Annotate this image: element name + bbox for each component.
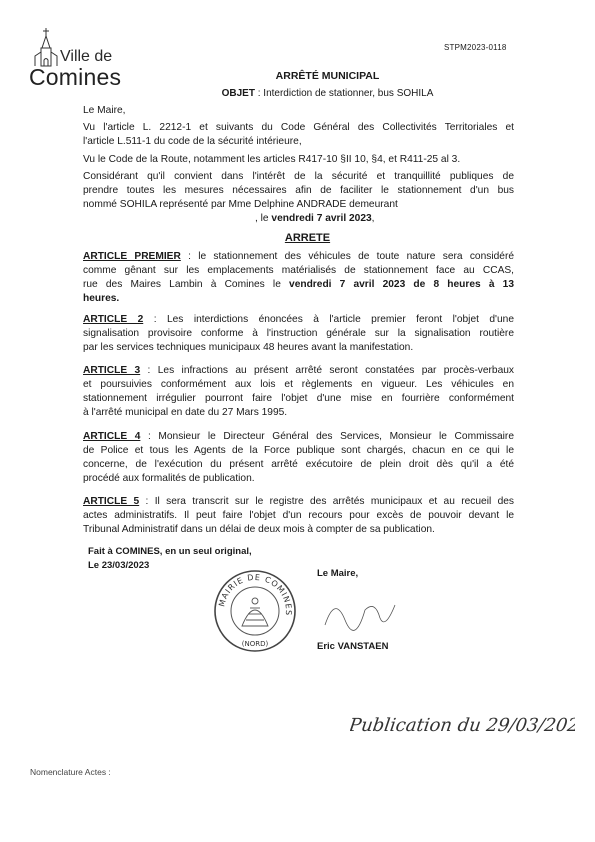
publication-note-text: Publication du 29/03/2023 (350, 715, 575, 736)
article-2-text: : Les interdictions énoncées à l'article premier feront l'objet d'une (143, 314, 514, 325)
signatory-name: Eric VANSTAEN (317, 641, 389, 652)
footer-nomenclature: Nomenclature Actes : (30, 767, 111, 777)
article-1-text: comme gênant sur les emplacements matérialisés de stationnement face au CCAS, (83, 265, 514, 276)
article-3-label: ARTICLE 3 (83, 365, 141, 376)
objet-text: : Interdiction de stationner, bus SOHILA (254, 88, 434, 99)
date-bold: vendredi 7 avril 2023 (271, 213, 372, 224)
closing-date: Le 23/03/2023 (88, 560, 150, 571)
article-4-text: procédé aux formalités de publication. (83, 473, 255, 484)
article-1-text: rue des Maires Lambin à Comines le (83, 279, 290, 290)
considerant-line: prendre toutes les mesures nécessaires afin de faciliter le stationnement d'un bus (83, 185, 514, 196)
article-4-text: : Monsieur le Directeur Général des Services, Monsieur le Commissaire (140, 431, 514, 442)
article-5-label: ARTICLE 5 (83, 496, 140, 507)
article-1-label: ARTICLE PREMIER (83, 251, 181, 262)
vu-paragraph-2: Vu le Code de la Route, notamment les articles R417-10 §II 10, §4, et R411-25 al 3. (83, 154, 461, 165)
considerant-line: nommé SOHILA représenté par Mme Delphine ANDRADE demeurant (83, 199, 398, 210)
vu1-line: l'article L.511-1 du code de la sécurité intérieure, (83, 136, 302, 147)
date-prefix: , le (255, 213, 272, 224)
objet-line (0, 88, 595, 99)
article-5-text: actes administratifs. Il peut faire l'objet d'un recours pour excès de pouvoir devant le (83, 510, 514, 521)
article-4-text: concerne, de l'exécution du présent arrêté exécutoire de plein droit dès qu'il a été (83, 459, 514, 470)
arrete-heading: ARRETE (284, 232, 331, 244)
considerant-date-line (83, 212, 514, 226)
article-3 (83, 364, 514, 420)
vu-paragraph-1 (83, 121, 514, 149)
document-reference: STPM2023-0118 (444, 43, 507, 52)
handwritten-signature (320, 590, 410, 640)
article-1-bold: heures. (83, 293, 120, 304)
date-suffix: , (371, 213, 375, 224)
article-2-label: ARTICLE 2 (83, 314, 144, 325)
article-2-text: signalisation provisoire conforme à l'instruction générale sur la signalisation routière (83, 328, 514, 339)
vu1-line: Vu l'article L. 2212-1 et suivants du Code Général des Collectivités Territoriales et (83, 122, 514, 133)
article-3-text: stationnement irrégulier pourront faire l'objet d'une mise en fourrière conformément (83, 393, 514, 404)
stamp-text: MAIRIE DE COMINES (217, 572, 294, 617)
article-2-text: par les services techniques municipaux 48 heures avant la manifestation. (83, 342, 414, 353)
stamp-sub: (NORD) (241, 640, 269, 648)
article-3-text: à l'arrêté municipal en date du 27 Mars 1995. (83, 407, 288, 418)
article-5-text: : Il sera transcrit sur le registre des arrêtés municipaux et au recueil des (139, 496, 515, 507)
article-5 (83, 495, 514, 537)
article-3-text: : Les infractions au présent arrêté seront constatées par procès-verbaux (140, 365, 515, 376)
le-maire-intro: Le Maire, (83, 105, 126, 116)
considerant-line: Considérant qu'il convient dans l'intérêt de la sécurité et tranquillité publiques de (83, 171, 514, 182)
article-2 (83, 313, 514, 355)
logo-comines-text: Comines (29, 64, 122, 90)
article-1-bold: vendredi 7 avril 2023 de 8 heures à 13 (289, 279, 514, 290)
mairie-stamp (212, 568, 298, 659)
article-4-text: de Police et tous les Agents de la Force publique sont chargés, chacun en ce qui le (83, 445, 514, 456)
logo-ville-text: Ville de (60, 48, 113, 65)
article-3-text: et poursuivies conformément aux lois et règlements en vigueur. Les véhicules en (83, 379, 514, 390)
page-title: ARRÊTÉ MUNICIPAL (275, 70, 380, 82)
article-5-text: Tribunal Administratif dans un délai de deux mois à compter de sa publication. (83, 524, 435, 535)
article-1-text: : le stationnement des véhicules de toute nature sera considéré (180, 251, 514, 262)
article-4 (83, 430, 514, 486)
closing-le-maire: Le Maire, (317, 568, 359, 579)
objet-label: OBJET (221, 88, 255, 99)
handwritten-publication-note (350, 705, 575, 750)
fait-a-line: Fait à COMINES, en un seul original, (88, 546, 252, 557)
considerant-paragraph (83, 170, 514, 226)
article-4-label: ARTICLE 4 (83, 431, 141, 442)
article-1 (83, 250, 514, 306)
